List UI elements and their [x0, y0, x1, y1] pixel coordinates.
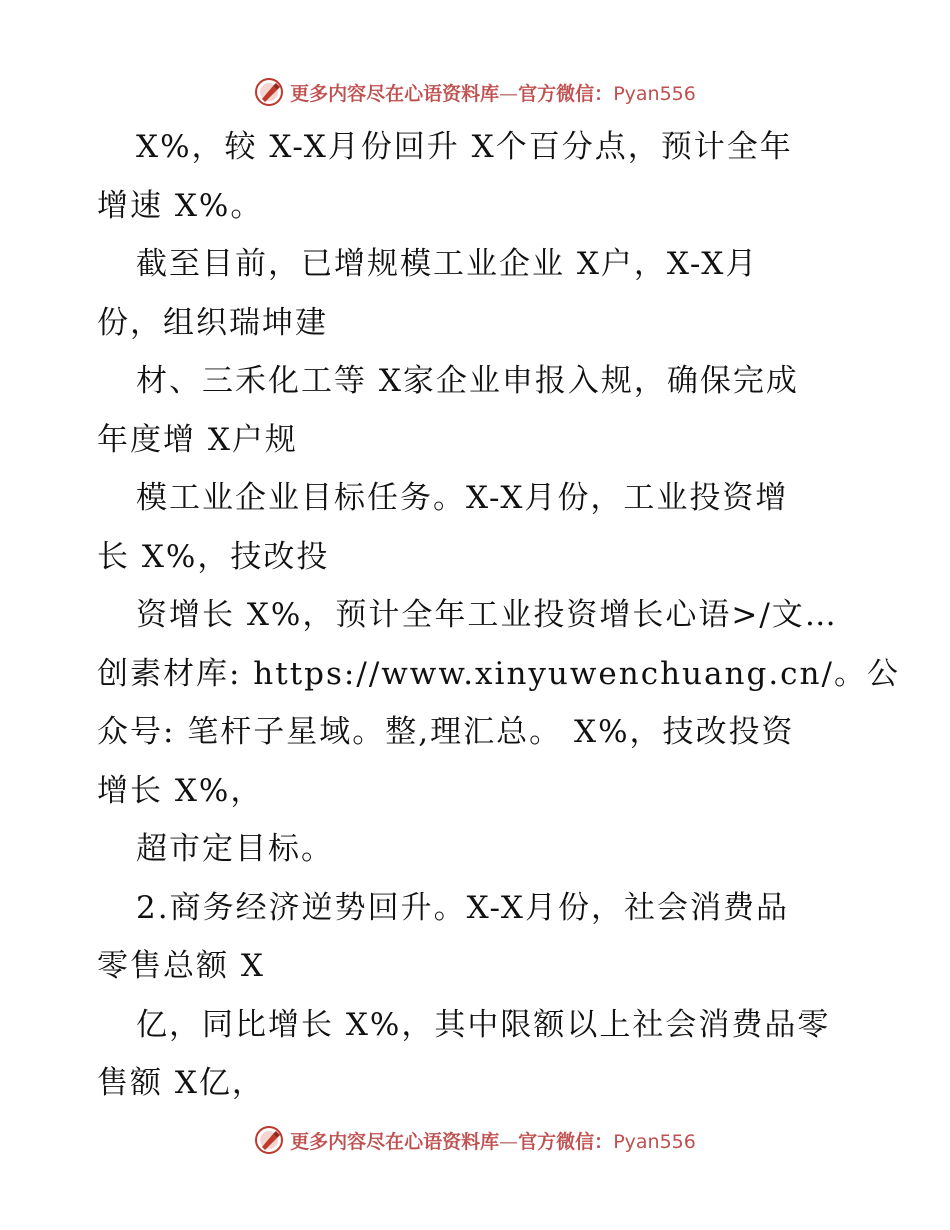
banner-separator: — — [499, 1130, 519, 1153]
paragraph-line: 零售总额 X — [97, 948, 265, 984]
banner-text — [290, 1127, 696, 1154]
paragraph-line: 资增长 X%，预计全年工业投资增长心语>/文… — [136, 597, 838, 633]
paragraph-line: 增长 X%， — [97, 772, 264, 809]
banner-text — [290, 79, 696, 106]
pen-nib-logo-icon — [254, 1125, 284, 1155]
paragraph-line: 材、三禾化工等 X家企业申报入规，确保完成 — [136, 363, 799, 399]
paragraph-line: X%，较 X-X月份回升 X个百分点，预计全年 — [136, 129, 793, 165]
banner-wechat-id: Pyan556 — [613, 82, 696, 105]
paragraph-line: 长 X%，技改投 — [97, 538, 330, 575]
paragraph-line: 2.商务经济逆势回升。X-X月份，社会消费品 — [136, 889, 789, 926]
banner-official-label: 官方微信： — [518, 1130, 614, 1153]
pen-nib-logo-icon — [254, 77, 284, 107]
paragraph-line: 份，组织瑞坤建 — [97, 304, 328, 341]
banner-separator: — — [499, 82, 519, 105]
banner-main: 更多内容尽在心语资料库 — [290, 82, 500, 105]
banner-main: 更多内容尽在心语资料库 — [290, 1130, 500, 1153]
footer-banner — [0, 1120, 950, 1160]
paragraph-line: 超市定目标。 — [136, 831, 334, 867]
paragraph-line: 众号: 笔杆子星域。整,理汇总。 X%，技改投资 — [97, 714, 795, 750]
paragraph-line: 截至目前，已增规模工业企业 X户，X-X月 — [136, 246, 759, 282]
paragraph-line: 增速 X%。 — [97, 187, 264, 224]
banner-wechat-id: Pyan556 — [613, 1130, 696, 1153]
paragraph-line: 亿，同比增长 X%，其中限额以上社会消费品零 — [136, 1006, 831, 1043]
paragraph-line: 年度增 X户规 — [97, 421, 298, 458]
banner-official-label: 官方微信： — [518, 82, 614, 105]
paragraph-line: 售额 X亿， — [97, 1065, 265, 1101]
paragraph-line: 创素材库: https://www.xinyuwenchuang.cn/。公 — [97, 655, 900, 692]
document-body — [0, 118, 950, 1113]
header-banner — [0, 72, 950, 112]
paragraph-line: 模工业企业目标任务。X-X月份，工业投资增 — [136, 480, 789, 516]
